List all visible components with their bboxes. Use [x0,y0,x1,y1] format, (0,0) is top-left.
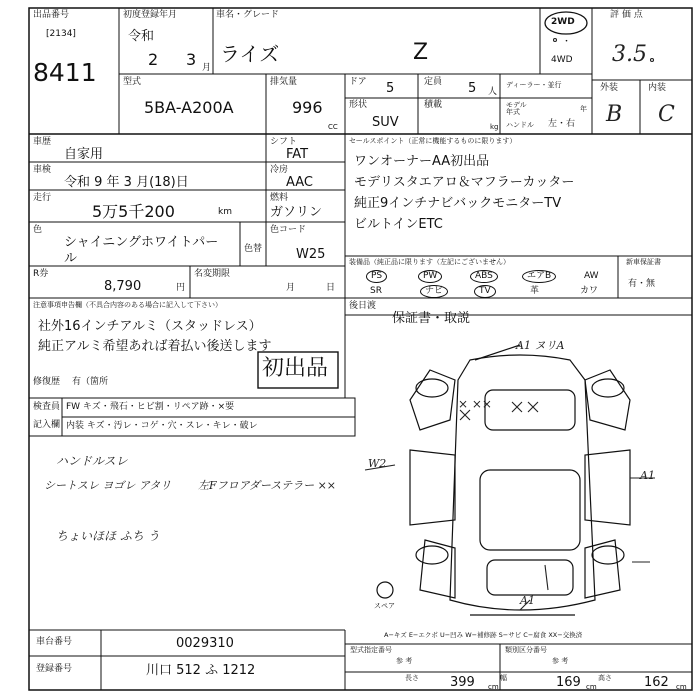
reg-month: 3 [186,50,197,69]
handle-label: ハンドル [506,121,534,129]
name-change-label: 名変期限 [194,269,231,279]
lot-sub: [2134] [46,29,76,39]
interior-value: C [658,102,675,127]
cc-unit: CC [328,123,338,131]
chassis-label: 車台番号 [36,637,73,647]
type-cert-label: 型式指定番号 [350,646,392,654]
fuel-label: 燃料 [270,193,289,203]
reg-number-value: 川口 512 ふ 1212 [146,663,256,678]
inspector-label-1: 検査員 [33,402,61,412]
history-value: 自家用 [64,147,104,162]
era: 令和 [128,29,155,44]
equip-aw: AW [584,271,599,281]
doors-value: 5 [386,81,395,96]
displacement-label: 排気量 [270,77,298,87]
reg-label: 初度登録年月 [123,10,178,20]
class-ref: 参 考 [552,657,569,665]
width-label: 幅 [500,674,507,682]
grade: Z [413,40,429,65]
capacity-value: 5 [468,81,477,96]
shift-label: シフト [270,137,298,147]
doors-label: ドア [349,77,367,87]
length-unit: cm [488,683,499,691]
first-listing-stamp: 初出品 [262,356,329,381]
diagram-note-4: A1 [640,469,655,482]
notes-label: 注意事項申告欄（不具合内容のある場合に記入して下さい） [33,301,222,309]
interior-label: 内装 [648,83,667,93]
type-label: 型式 [123,77,142,87]
reg-number-label: 登録番号 [36,664,73,674]
width-value: 169 [556,675,581,690]
equip-kawa: カワ [580,286,599,296]
type-cert-ref: 参 考 [396,657,413,665]
handwritten-note-4: ちょいほほ ふち う [56,529,160,543]
spare-label: スペア [374,602,395,610]
damage-legend: A−キズ E−エクボ U−凹み W−補修跡 S−サビ C−腐食 XX−交換済 [384,631,583,639]
displacement-value: 996 [292,98,323,117]
height-label: 高さ [598,674,612,682]
length-value: 399 [450,675,475,690]
equip-ps: PS [366,270,387,283]
diagram-note-3: W2 [368,457,387,470]
class-label: 類別区分番号 [505,646,547,654]
handwritten-note-2: シートスレ ヨゴレ アタリ [44,479,172,492]
equip-leather: 革 [530,286,540,296]
recycle-value: 8,790 [104,279,142,294]
day-unit: 日 [326,283,336,293]
model-label: 車名・グレード [216,10,280,20]
warranty-value: 有・無 [628,279,656,289]
equip-tv: TV [474,285,496,298]
repair-label: 修復歴 [33,377,61,387]
shape-label: 形状 [349,100,368,110]
handwritten-note-3: 左Fフロアダーステラー ×× [198,479,337,492]
score-value: 3.5 [612,42,647,67]
drive-2wd: 2WD [551,17,575,27]
sales-point-1: ワンオーナーAA初出品 [354,154,490,169]
handle-value: 左・右 [548,119,576,129]
score-label: 評 価 点 [610,10,643,20]
after-label: 後日渡 [349,301,377,311]
color-label: 色 [33,225,43,235]
inspection-label: 車検 [33,165,52,175]
sales-point-4: ビルトインETC [354,217,443,232]
diagram-note-2: × ×× [458,397,492,411]
drive-4wd: 4WD [551,55,573,65]
handwritten-note-1: ハンドルスレ [56,454,128,468]
color-code-label: 色コード [270,225,307,235]
capacity-unit: 人 [488,87,498,97]
height-unit: cm [676,683,687,691]
equip-pw: PW [418,270,442,283]
ac-label: 冷房 [270,165,289,175]
model-year-label: モデル年式 [506,101,527,116]
sales-points-label: セールスポイント（正常に機能するものに限ります） [349,137,517,145]
drive-dot: ・ [562,37,572,47]
color-value-1: シャイニングホワイトパー [64,235,219,250]
inspector-row-1: FW キズ・飛石・ヒビ割・リペア跡・×要 [66,402,235,412]
diagram-note-5: A1 [520,594,535,607]
diagram-note-1: A1 ヌリA [516,339,565,352]
chassis-value: 0029310 [176,636,234,651]
yen-unit: 円 [176,283,186,293]
sales-point-3: 純正9インチナビバックモニターTV [354,196,562,211]
height-value: 162 [644,675,669,690]
month-unit-2: 月 [286,283,296,293]
car-name: ライズ [220,42,280,66]
kg-unit: kg [490,123,499,131]
load-label: 積載 [424,100,443,110]
lot-label: 出品番号 [33,10,70,20]
km-unit: km [218,207,232,217]
exterior-label: 外装 [600,83,619,93]
shape-value: SUV [372,115,399,130]
after-value: 保証書・取説 [392,311,471,326]
color-code-value: W25 [296,247,326,262]
equipment-label: 装備品（純正品に限ります（左記にございません） [349,258,510,266]
month-unit: 月 [202,63,212,73]
shift-value: FAT [286,147,309,162]
type-value: 5BA-A200A [144,98,234,117]
inspection-value: 令和 9 年 3 月(18)日 [64,175,189,190]
equip-navi: ナビ [420,285,448,298]
notes-line-2: 純正アルミ希望あれば着払い後送します [38,339,272,354]
reg-year: 2 [148,50,159,69]
fuel-value: ガソリン [270,205,323,220]
capacity-label: 定員 [424,77,443,87]
length-label: 長さ [405,674,419,682]
exterior-value: B [606,102,623,127]
inspector-label-2: 記入欄 [33,420,61,430]
lot-number: 8411 [33,58,97,87]
color-value-2: ル [64,251,78,266]
equip-airbag: エアB [522,270,556,283]
equip-abs: ABS [470,270,498,283]
sales-point-2: モデリスタエアロ＆マフラーカッター [354,175,575,190]
color-change-label: 色替 [244,244,263,254]
mileage-value: 5万5千200 [92,202,175,221]
recycle-label: R券 [33,269,49,279]
year-unit: 年 [580,105,587,113]
width-unit: cm [586,683,597,691]
inspector-row-2: 内装 キズ・汚レ・コゲ・穴・スレ・キレ・破レ [66,421,258,431]
history-label: 車歴 [33,137,52,147]
warranty-label: 新車保証書 [626,258,661,266]
mileage-label: 走行 [33,193,52,203]
repair-value: 有（箇所 [72,377,109,387]
equip-sr: SR [370,286,382,296]
ac-value: AAC [286,175,313,190]
notes-line-1: 社外16インチアルミ（スタッドレス） [38,319,262,334]
dealer-label: ディーラー・並行 [506,81,562,89]
